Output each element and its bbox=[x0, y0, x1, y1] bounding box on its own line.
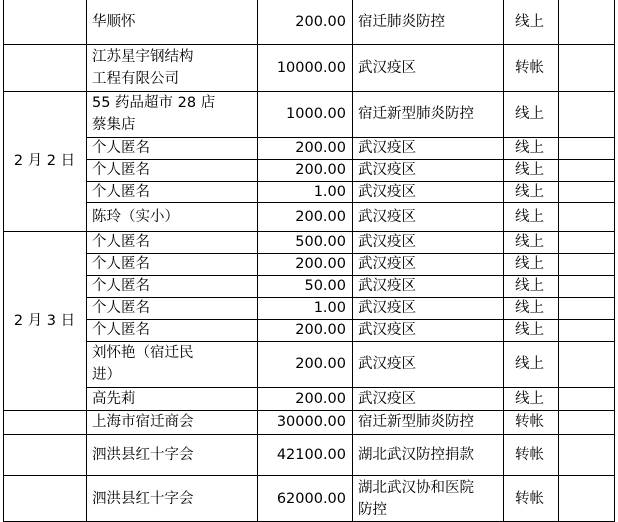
donor-name: 个人匿名 bbox=[92, 162, 150, 178]
donation-purpose: 湖北武汉协和医院 防控 bbox=[358, 479, 474, 518]
donor-name: 个人匿名 bbox=[92, 234, 150, 250]
payment-method: 线上 bbox=[515, 390, 544, 407]
payment-method: 线上 bbox=[515, 106, 544, 122]
donation-amount: 200.00 bbox=[295, 356, 346, 372]
grid-line bbox=[3, 91, 615, 92]
donation-purpose: 武汉疫区 bbox=[358, 140, 416, 156]
grid-line bbox=[503, 0, 504, 522]
donation-amount: 200.00 bbox=[295, 162, 346, 178]
donation-amount: 30000.00 bbox=[276, 414, 346, 430]
donor-name: 个人匿名 bbox=[92, 300, 150, 316]
grid-line bbox=[257, 0, 258, 522]
donor-name: 55 药品超市 28 店 蔡集店 bbox=[92, 95, 216, 133]
grid-line bbox=[86, 275, 615, 276]
donation-amount: 200.00 bbox=[295, 390, 346, 407]
donor-name: 上海市宿迁商会 bbox=[92, 414, 194, 430]
payment-method: 线上 bbox=[515, 140, 544, 156]
grid-line bbox=[3, 475, 615, 476]
payment-method: 线上 bbox=[515, 256, 544, 272]
donation-purpose: 武汉疫区 bbox=[358, 234, 416, 250]
donation-purpose: 武汉疫区 bbox=[358, 59, 416, 76]
grid-line bbox=[614, 0, 615, 522]
donation-purpose: 武汉疫区 bbox=[358, 300, 416, 316]
donor-name: 高先莉 bbox=[92, 390, 136, 407]
donation-purpose: 武汉疫区 bbox=[358, 208, 416, 225]
grid-line bbox=[86, 297, 615, 298]
grid-line bbox=[86, 341, 615, 342]
donor-name: 华顺怀 bbox=[92, 14, 136, 30]
grid-line bbox=[86, 253, 615, 254]
payment-method: 线上 bbox=[515, 162, 544, 178]
donor-name: 刘怀艳（宿迁民 进） bbox=[92, 345, 194, 383]
date-cell: 2 月 2 日 bbox=[13, 153, 76, 169]
payment-method: 线上 bbox=[515, 300, 544, 316]
payment-method: 转帐 bbox=[515, 446, 544, 463]
payment-method: 线上 bbox=[515, 356, 544, 372]
donation-amount: 50.00 bbox=[304, 278, 346, 294]
donation-amount: 200.00 bbox=[295, 14, 346, 30]
grid-line bbox=[86, 0, 87, 522]
donor-name: 个人匿名 bbox=[92, 256, 150, 272]
grid-line bbox=[352, 0, 353, 522]
grid-line bbox=[558, 0, 559, 522]
donation-amount: 200.00 bbox=[295, 208, 346, 225]
payment-method: 线上 bbox=[515, 278, 544, 294]
donation-amount: 1.00 bbox=[313, 184, 346, 200]
donor-name: 个人匿名 bbox=[92, 140, 150, 156]
donor-name: 江苏星宇钢结构 工程有限公司 bbox=[92, 48, 194, 87]
donation-amount: 200.00 bbox=[295, 140, 346, 156]
donor-name: 陈玲（实小） bbox=[92, 208, 179, 225]
donation-amount: 200.00 bbox=[295, 256, 346, 272]
donor-name: 个人匿名 bbox=[92, 322, 150, 338]
donation-purpose: 武汉疫区 bbox=[358, 162, 416, 178]
donation-amount: 10000.00 bbox=[276, 59, 346, 76]
payment-method: 线上 bbox=[515, 14, 544, 30]
date-cell: 2 月 3 日 bbox=[13, 312, 76, 329]
grid-line bbox=[86, 181, 615, 182]
donor-name: 个人匿名 bbox=[92, 278, 150, 294]
donor-name: 泗洪县红十字会 bbox=[92, 446, 194, 463]
donation-amount: 42100.00 bbox=[276, 446, 346, 463]
donation-purpose: 武汉疫区 bbox=[358, 390, 416, 407]
donation-amount: 1.00 bbox=[313, 300, 346, 316]
donation-purpose: 武汉疫区 bbox=[358, 322, 416, 338]
donation-purpose: 湖北武汉防控捐款 bbox=[358, 446, 474, 463]
donation-purpose: 武汉疫区 bbox=[358, 356, 416, 372]
payment-method: 线上 bbox=[515, 208, 544, 225]
payment-method: 线上 bbox=[515, 322, 544, 338]
grid-line bbox=[86, 387, 615, 388]
payment-method: 转帐 bbox=[515, 414, 544, 430]
donor-name: 个人匿名 bbox=[92, 184, 150, 200]
donor-name: 泗洪县红十字会 bbox=[92, 490, 194, 507]
payment-method: 转帐 bbox=[515, 59, 544, 76]
donation-purpose: 武汉疫区 bbox=[358, 184, 416, 200]
donation-amount: 500.00 bbox=[295, 234, 346, 250]
grid-line bbox=[86, 137, 615, 138]
donation-amount: 62000.00 bbox=[276, 490, 346, 507]
donation-purpose: 武汉疫区 bbox=[358, 278, 416, 294]
donation-purpose: 武汉疫区 bbox=[358, 256, 416, 272]
grid-line bbox=[3, 0, 4, 522]
grid-line bbox=[3, 231, 615, 232]
grid-line bbox=[86, 159, 615, 160]
grid-line bbox=[86, 319, 615, 320]
payment-method: 线上 bbox=[515, 234, 544, 250]
grid-line bbox=[3, 410, 615, 411]
payment-method: 线上 bbox=[515, 184, 544, 200]
payment-method: 转帐 bbox=[515, 490, 544, 507]
donation-purpose: 宿迁新型肺炎防控 bbox=[358, 414, 474, 430]
donation-amount: 1000.00 bbox=[286, 106, 346, 122]
donation-amount: 200.00 bbox=[295, 322, 346, 338]
grid-line bbox=[3, 44, 615, 45]
donation-purpose: 宿迁新型肺炎防控 bbox=[358, 106, 474, 122]
grid-line bbox=[3, 434, 615, 435]
grid-line bbox=[86, 202, 615, 203]
donation-purpose: 宿迁肺炎防控 bbox=[358, 14, 445, 30]
